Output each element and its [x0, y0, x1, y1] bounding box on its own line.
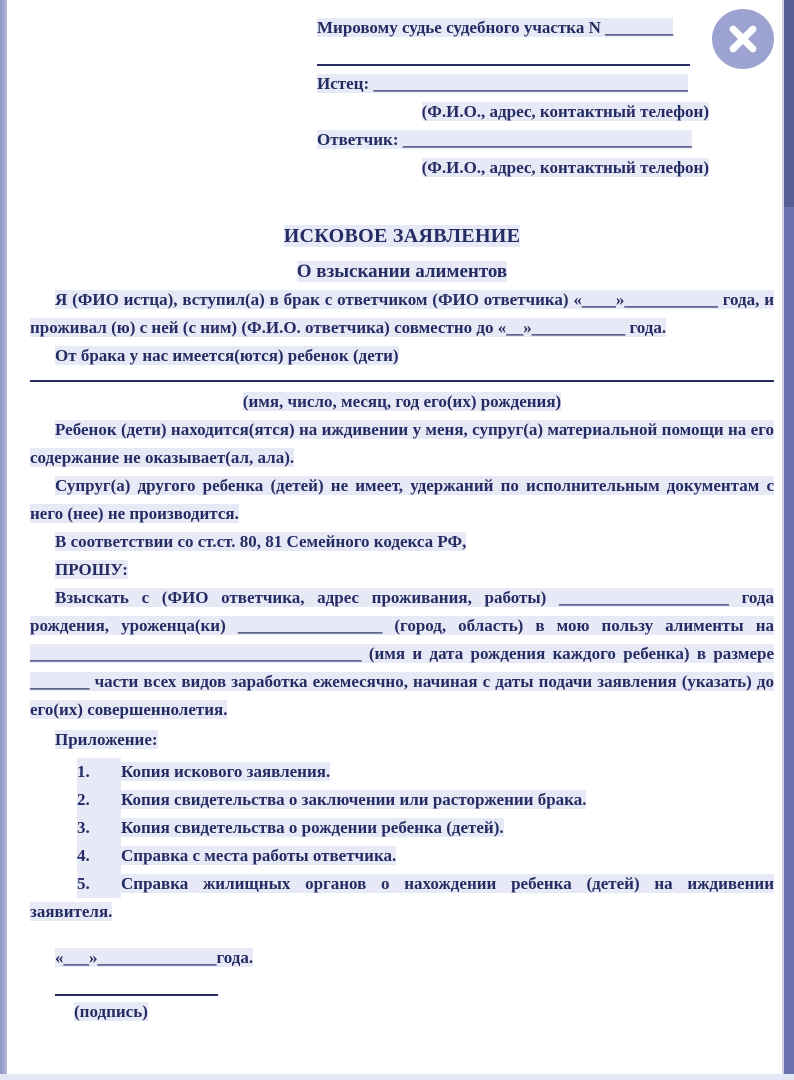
attachment-item — [30, 870, 774, 926]
attachment-text: Копия свидетельства о заключении или расторжении брака. — [121, 790, 587, 809]
attachment-number: 2. — [77, 786, 121, 814]
scrollbar-track[interactable] — [782, 0, 794, 1080]
blank-line — [30, 370, 774, 382]
plaintiff-line — [317, 70, 709, 98]
paragraph-request: Взыскать с (ФИО ответчика, адрес проживания, работы) ____________________ года рождения, уроженца(ки) _________________ (город, область) в мою пользу алименты на _______________________________________ (имя и дата рождения каждого ребенка) в размере _______ части всех видов заработка ежемесячно, начиная с даты подачи заявления (указать) до его(их) совершеннолетия. — [30, 588, 774, 719]
court-line-text: Мировому судье судебного участка N ________ — [317, 18, 674, 37]
defendant-label: Ответчик: — [317, 130, 403, 149]
attachment-number: 5. — [77, 870, 121, 898]
attachment-number: 1. — [77, 758, 121, 786]
plaintiff-caption-line — [317, 98, 709, 126]
paragraph-legal-basis: В соответствии со ст.ст. 80, 81 Семейного кодекса РФ, — [55, 532, 467, 551]
signature-caption: (подпись) — [74, 1002, 148, 1021]
request-heading: ПРОШУ: — [55, 560, 128, 579]
defendant-line — [317, 126, 709, 154]
close-button[interactable] — [712, 9, 774, 69]
paragraph-marriage: Я (ФИО истца), вступил(а) в брак с ответчиком (ФИО ответчика) «____»___________ года, и проживал (ю) с ней (с ним) (Ф.И.О. ответчика) совместно до «__»___________ года. — [30, 290, 774, 337]
attachment-item — [30, 786, 774, 814]
close-icon — [712, 9, 774, 69]
attachment-text: Копия искового заявления. — [121, 762, 331, 781]
court-line — [317, 14, 709, 42]
birth-data-caption: (имя, число, месяц, год его(их) рождения) — [242, 392, 562, 411]
defendant-caption-line — [317, 154, 709, 182]
attachments-heading: Приложение: — [55, 730, 158, 749]
plaintiff-blank: _____________________________________ — [373, 74, 688, 93]
attachment-item — [30, 758, 774, 786]
date-line: «___»______________года. — [55, 948, 254, 967]
attachment-text: Справка жилищных органов о нахождении ребенка (детей) на иждивении заявителя. — [30, 874, 774, 921]
document-page — [30, 14, 774, 1026]
attachment-item — [30, 814, 774, 842]
signature-line — [55, 994, 218, 996]
document-title: ИСКОВОЕ ЗАЯВЛЕНИЕ — [283, 225, 521, 247]
blank-line — [317, 64, 690, 66]
attachment-item — [30, 842, 774, 870]
signature-block — [30, 944, 774, 1026]
paragraph-children: От брака у нас имеется(ются) ребенок (дети) — [55, 346, 399, 365]
attachment-number: 3. — [77, 814, 121, 842]
paragraph-other-children: Супруг(а) другого ребенка (детей) не имеет, удержаний по исполнительным документам с него (нее) не производится. — [30, 476, 774, 523]
attachment-text: Копия свидетельства о рождении ребенка (детей). — [121, 818, 504, 837]
plaintiff-label: Истец: — [317, 74, 374, 93]
defendant-caption: (Ф.И.О., адрес, контактный телефон) — [421, 158, 709, 177]
attachment-text: Справка с места работы ответчика. — [121, 846, 397, 865]
paragraph-dependents: Ребенок (дети) находится(ятся) на иждивении у меня, супруг(а) материальной помощи на его содержание не оказывает(ал, ала). — [30, 420, 774, 467]
court-header-block — [317, 14, 709, 182]
attachment-number: 4. — [77, 842, 121, 870]
document-subtitle: О взыскании алиментов — [296, 261, 508, 282]
defendant-blank: __________________________________ — [402, 130, 692, 149]
plaintiff-caption: (Ф.И.О., адрес, контактный телефон) — [421, 102, 709, 121]
left-frame-strip — [0, 0, 7, 1080]
scrollbar-thumb[interactable] — [784, 0, 794, 207]
bottom-frame-strip — [0, 1074, 794, 1080]
